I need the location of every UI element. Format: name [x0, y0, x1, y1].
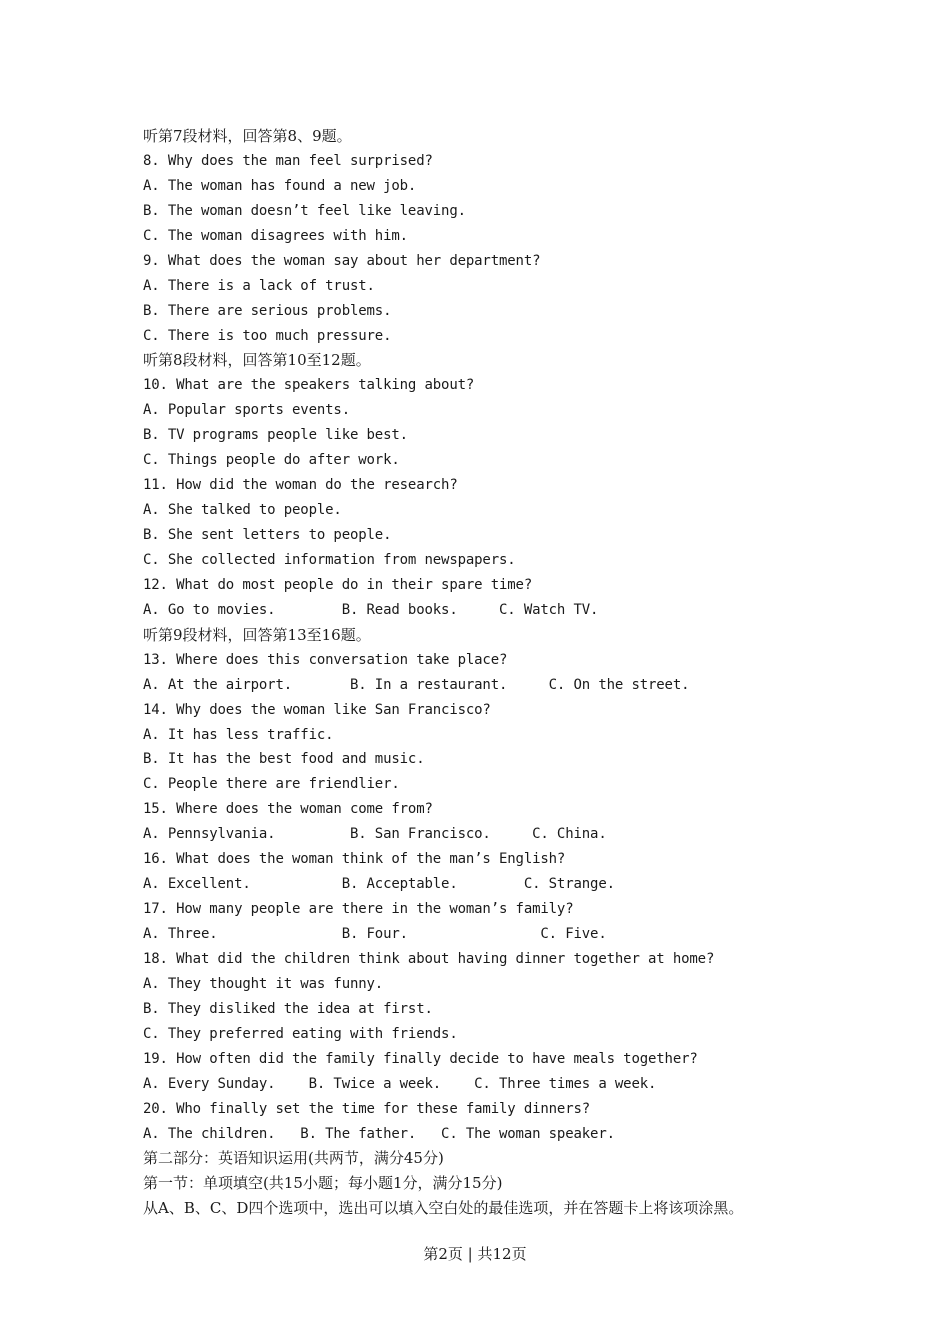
question-line: B. TV programs people like best.	[143, 427, 408, 444]
question-line: 18. What did the children think about having dinner together at home?	[143, 950, 715, 967]
question-line: A. They thought it was funny.	[143, 975, 384, 992]
question-line: A. Every Sunday. B. Twice a week. C. Three times a week.	[143, 1075, 657, 1092]
section-instruction: 听第8段材料，回答第10至12题。	[143, 351, 371, 370]
question-line: B. It has the best food and music.	[143, 751, 425, 768]
question-line: B. They disliked the idea at first.	[143, 1000, 433, 1017]
section-instruction: 第二部分：英语知识运用(共两节，满分45分)	[143, 1149, 444, 1168]
question-line: A. At the airport. B. In a restaurant. C. On the street.	[143, 676, 690, 693]
question-line: C. People there are friendlier.	[143, 776, 400, 793]
question-line: C. There is too much pressure.	[143, 327, 392, 344]
question-line: B. She sent letters to people.	[143, 527, 392, 543]
question-line: C. They preferred eating with friends.	[143, 1025, 458, 1042]
question-line: B. The woman doesn’t feel like leaving.	[143, 202, 466, 219]
section-instruction: 第一节：单项填空(共15小题；每小题1分，满分15分)	[143, 1174, 503, 1193]
question-line: 19. How often did the family finally decide to have meals together?	[143, 1050, 698, 1067]
question-line: 20. Who finally set the time for these family dinners?	[143, 1100, 591, 1117]
question-line: A. She talked to people.	[143, 502, 342, 519]
question-line: A. Popular sports events.	[143, 402, 350, 419]
question-line: C. The woman disagrees with him.	[143, 227, 408, 244]
question-line: 8. Why does the man feel surprised?	[143, 152, 433, 169]
section-instruction: 从A、B、C、D四个选项中，选出可以填入空白处的最佳选项，并在答题卡上将该项涂黑。	[143, 1199, 744, 1218]
page-footer: 第2页 | 共12页	[423, 1245, 527, 1263]
section-instruction: 听第9段材料，回答第13至16题。	[143, 625, 371, 644]
question-line: 17. How many people are there in the woman’s family?	[143, 901, 574, 918]
question-line: A. Excellent. B. Acceptable. C. Strange.	[143, 876, 615, 893]
exam-page-content	[143, 124, 883, 1221]
question-line: B. There are serious problems.	[143, 302, 392, 319]
question-line: 10. What are the speakers talking about?	[143, 377, 475, 394]
question-line: A. Pennsylvania. B. San Francisco. C. China.	[143, 826, 607, 843]
question-line: 12. What do most people do in their spare time?	[143, 576, 533, 593]
question-line: C. Things people do after work.	[143, 452, 400, 469]
question-line: A. The children. B. The father. C. The woman speaker.	[143, 1125, 615, 1142]
question-line: 14. Why does the woman like San Francisco?	[143, 701, 491, 718]
question-line: A. Go to movies. B. Read books. C. Watch TV.	[143, 601, 599, 618]
question-line: A. Three. B. Four. C. Five.	[143, 926, 607, 942]
question-line: A. The woman has found a new job.	[143, 177, 417, 194]
question-line: 15. Where does the woman come from?	[143, 801, 433, 818]
question-line: A. There is a lack of trust.	[143, 277, 375, 294]
question-line: C. She collected information from newspapers.	[143, 551, 516, 568]
question-line: 11. How did the woman do the research?	[143, 477, 458, 494]
question-line: 9. What does the woman say about her department?	[143, 252, 541, 269]
question-line: 16. What does the woman think of the man’s English?	[143, 851, 566, 868]
section-instruction: 听第7段材料，回答第8、9题。	[143, 127, 352, 145]
question-line: 13. Where does this conversation take place?	[143, 651, 508, 668]
question-line: A. It has less traffic.	[143, 726, 334, 743]
